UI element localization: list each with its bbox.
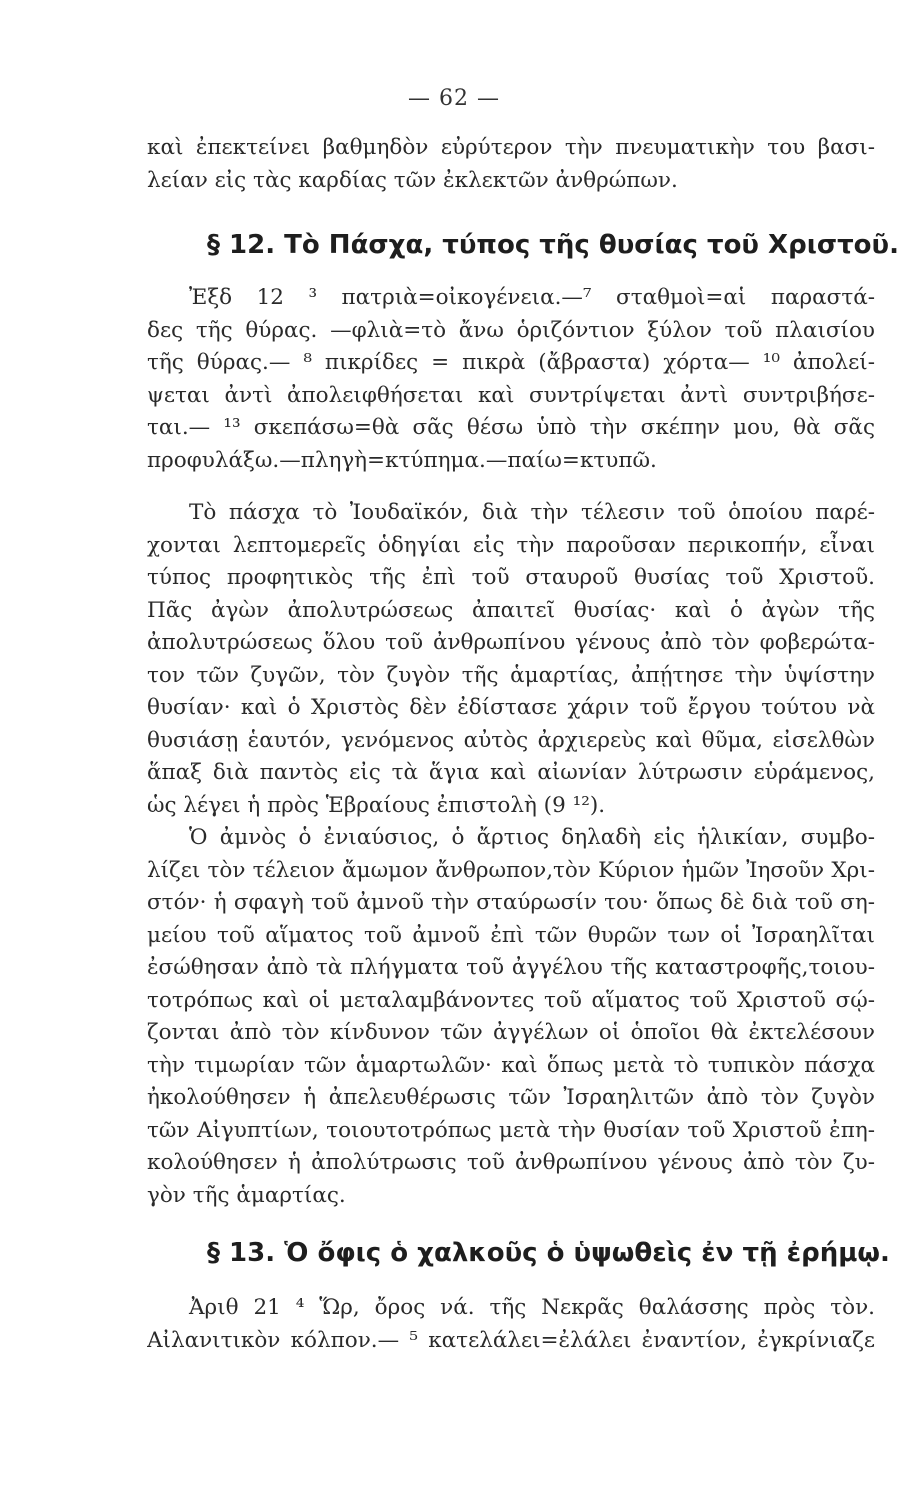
glossary-line: Ἐξδ 12 ³ πατριὰ=οἰκογένεια.—⁷ σταθμοὶ=αἱ παραστά- — [189, 285, 875, 310]
text-line: λείαν εἰς τὰς καρδίας τῶν ἐκλεκτῶν ἀνθρώπων. — [147, 167, 678, 193]
text-line: Ὁ ἀμνὸς ὁ ἐνιαύσιος, ὁ ἄρτιος δηλαδὴ εἰς ἡλικίαν, συμβο- — [189, 825, 875, 850]
page-number: — 62 — — [408, 86, 500, 111]
text-line: χονται λεπτομερεῖς ὁδηγίαι εἰς τὴν παροῦσαν περικοπήν, εἶναι — [147, 532, 875, 558]
glossary-line: Ἀριθ 21 ⁴ Ὥρ, ὄρος νά. τῆς Νεκρᾶς θαλάσσης πρὸς τὸν. — [189, 1295, 875, 1320]
text-line: καὶ ἐπεκτείνει βαθμηδὸν εὐρύτερον τὴν πνευματικὴν του βασι- — [147, 135, 875, 160]
text-line: τῶν Αἰγυπτίων, τοιουτοτρόπως μετὰ τὴν θυσίαν τοῦ Χριστοῦ ἐπη- — [147, 1117, 875, 1143]
glossary-line: ψεται ἀντὶ ἀπολειφθήσεται καὶ συντρίψεται ἀντὶ συντριβήσε- — [147, 382, 875, 408]
text-line: Πᾶς ἀγὼν ἀπολυτρώσεως ἀπαιτεῖ θυσίας· καὶ ὁ ἀγὼν τῆς — [147, 597, 875, 623]
section-13-heading: § 13. Ὁ ὄφις ὁ χαλκοῦς ὁ ὑψωθεὶς ἐν τῇ ἐρήμῳ. — [207, 1238, 890, 1268]
text-line: τον τῶν ζυγῶν, τὸν ζυγὸν τῆς ἁμαρτίας, ἀπῄτησε τὴν ὑψίστην — [147, 662, 875, 688]
section-12-glossary — [147, 282, 875, 477]
text-line: μείου τοῦ αἵματος τοῦ ἀμνοῦ ἐπὶ τῶν θυρῶν των οἱ Ἰσραηλῖται — [147, 922, 875, 948]
text-line: ἠκολούθησεν ἡ ἀπελευθέρωσις τῶν Ἰσραηλιτῶν ἀπὸ τὸν ζυγὸν — [147, 1085, 875, 1110]
glossary-line: τῆς θύρας.— ⁸ πικρίδες = πικρὰ (ἄβραστα) χόρτα— ¹⁰ ἀπολεί- — [147, 350, 875, 375]
text-line: τύπος προφητικὸς τῆς ἐπὶ τοῦ σταυροῦ θυσίας τοῦ Χριστοῦ. — [147, 565, 875, 590]
intro-paragraph — [147, 132, 875, 197]
text-line: ἐσώθησαν ἀπὸ τὰ πλήγματα τοῦ ἀγγέλου τῆς καταστροφῆς,τοιου- — [147, 955, 875, 980]
glossary-line: Αἰλανιτικὸν κόλπον.— ⁵ κατελάλει=ἐλάλει ἐναντίον, ἐγκρίνιαζε — [147, 1327, 875, 1353]
section-12-paragraph-2 — [147, 822, 875, 1212]
text-line: τοτρόπως καὶ οἱ μεταλαμβάνοντες τοῦ αἵματος τοῦ Χριστοῦ σῴ- — [147, 987, 875, 1013]
text-line: ἀπολυτρώσεως ὅλου τοῦ ἀνθρωπίνου γένους ἀπὸ τὸν φοβερώτα- — [147, 630, 875, 655]
glossary-line: δες τῆς θύρας. —φλιὰ=τὸ ἄνω ὁριζόντιον ξύλον τοῦ πλαισίου — [147, 317, 875, 343]
text-line: κολούθησεν ἡ ἀπολύτρωσις τοῦ ἀνθρωπίνου γένους ἀπὸ τὸν ζυ- — [147, 1150, 875, 1175]
text-line: λίζει τὸν τέλειον ἄμωμον ἄνθρωπον,τὸν Κύριον ἡμῶν Ἰησοῦν Χρι- — [147, 857, 875, 883]
text-line: ἅπαξ διὰ παντὸς εἰς τὰ ἅγια καὶ αἰωνίαν λύτρωσιν εὑράμενος, — [147, 760, 875, 785]
text-line: θυσιάσῃ ἑαυτόν, γενόμενος αὐτὸς ἀρχιερεὺς καὶ θῦμα, εἰσελθὼν — [147, 727, 875, 753]
section-12-paragraph-1 — [147, 497, 875, 822]
section-13-glossary — [147, 1292, 875, 1357]
text-line: στόν· ἡ σφαγὴ τοῦ ἀμνοῦ τὴν σταύρωσίν του· ὅπως δὲ διὰ τοῦ ση- — [147, 890, 875, 915]
text-line: γὸν τῆς ἁμαρτίας. — [147, 1182, 346, 1208]
section-12-heading: § 12. Τὸ Πάσχα, τύπος τῆς θυσίας τοῦ Χριστοῦ. — [207, 230, 899, 260]
glossary-line: προφυλάξω.—πληγὴ=κτύπημα.—παίω=κτυπῶ. — [147, 447, 657, 473]
text-line: θυσίαν· καὶ ὁ Χριστὸς δὲν ἐδίστασε χάριν τοῦ ἔργου τούτου νὰ — [147, 695, 875, 720]
glossary-line: ται.— ¹³ σκεπάσω=θὰ σᾶς θέσω ὑπὸ τὴν σκέπην μου, θὰ σᾶς — [147, 415, 875, 440]
text-line: Τὸ πάσχα τὸ Ἰουδαϊκόν, διὰ τὴν τέλεσιν τοῦ ὁποίου παρέ- — [189, 500, 875, 525]
text-line: ζονται ἀπὸ τὸν κίνδυνον τῶν ἀγγέλων οἱ ὁποῖοι θὰ ἐκτελέσουν — [147, 1020, 875, 1045]
text-line: τὴν τιμωρίαν τῶν ἁμαρτωλῶν· καὶ ὅπως μετὰ τὸ τυπικὸν πάσχα — [147, 1052, 875, 1078]
text-line: ὡς λέγει ἡ πρὸς Ἑβραίους ἐπιστολὴ (9 ¹²). — [147, 792, 606, 818]
